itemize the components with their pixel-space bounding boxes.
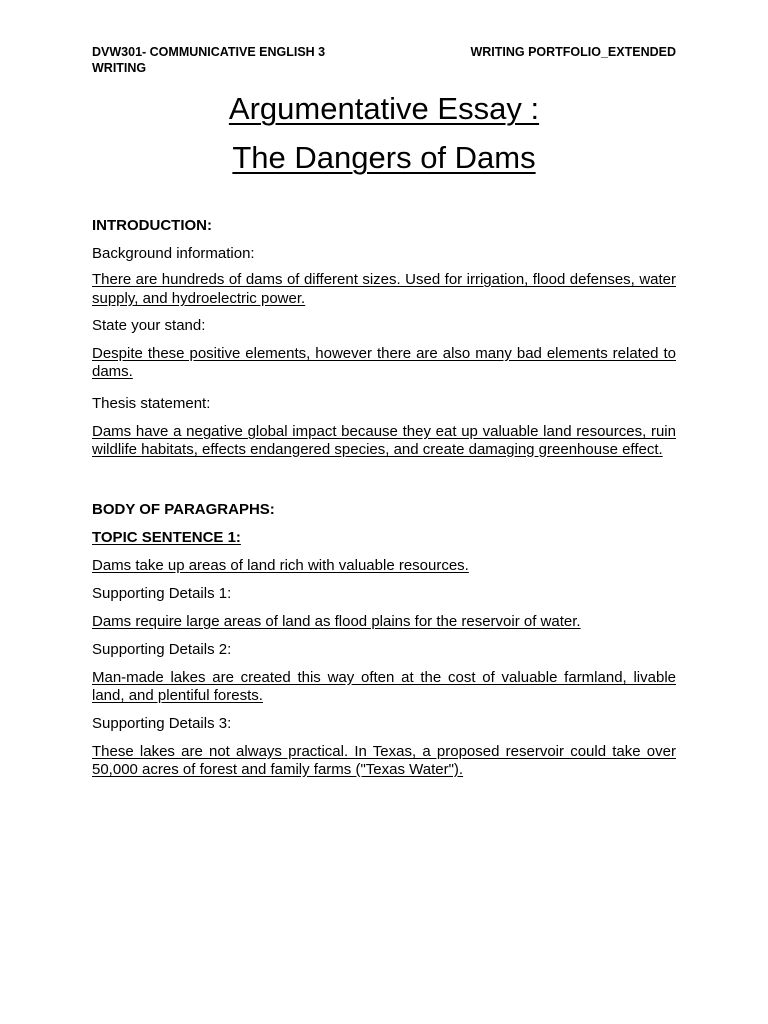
header-course-title: DVW301- COMMUNICATIVE ENGLISH 3 WRITING bbox=[92, 45, 326, 75]
document-page bbox=[92, 0, 676, 1024]
body-heading: BODY OF PARAGRAPHS: bbox=[92, 501, 275, 518]
stand-text: Despite these positive elements, however there are also many bad elements related to dams. bbox=[92, 345, 676, 380]
supporting-details-2-text: Man-made lakes are created this way often at the cost of valuable farmland, livable land, and plentiful forests. bbox=[92, 669, 676, 704]
supporting-details-3-label: Supporting Details 3: bbox=[92, 715, 232, 732]
supporting-details-1-text: Dams require large areas of land as flood plains for the reservoir of water. bbox=[92, 613, 581, 630]
stand-label: State your stand: bbox=[92, 317, 206, 334]
supporting-details-3-text: These lakes are not always practical. In Texas, a proposed reservoir could take over 50,000 acres of forest and family farms ("Texas Water"). bbox=[92, 743, 676, 778]
supporting-details-2-label: Supporting Details 2: bbox=[92, 641, 232, 658]
topic-sentence-1-heading: TOPIC SENTENCE 1: bbox=[92, 529, 241, 546]
background-text: There are hundreds of dams of different sizes. Used for irrigation, flood defenses, water supply, and hydroelectric power. bbox=[92, 271, 676, 307]
essay-title-line-2: The Dangers of Dams bbox=[232, 140, 536, 175]
header-portfolio-label: WRITING PORTFOLIO_EXTENDED bbox=[470, 45, 676, 59]
introduction-heading: INTRODUCTION: bbox=[92, 217, 212, 234]
background-label: Background information: bbox=[92, 245, 255, 262]
thesis-label: Thesis statement: bbox=[92, 395, 211, 412]
thesis-text: Dams have a negative global impact because they eat up valuable land resources, ruin wildlife habitats, effects endangered species, and create damaging greenhouse effect. bbox=[92, 423, 676, 458]
essay-title-line-1: Argumentative Essay : bbox=[228, 91, 540, 126]
topic-sentence-1-text: Dams take up areas of land rich with valuable resources. bbox=[92, 557, 469, 574]
supporting-details-1-label: Supporting Details 1: bbox=[92, 585, 232, 602]
